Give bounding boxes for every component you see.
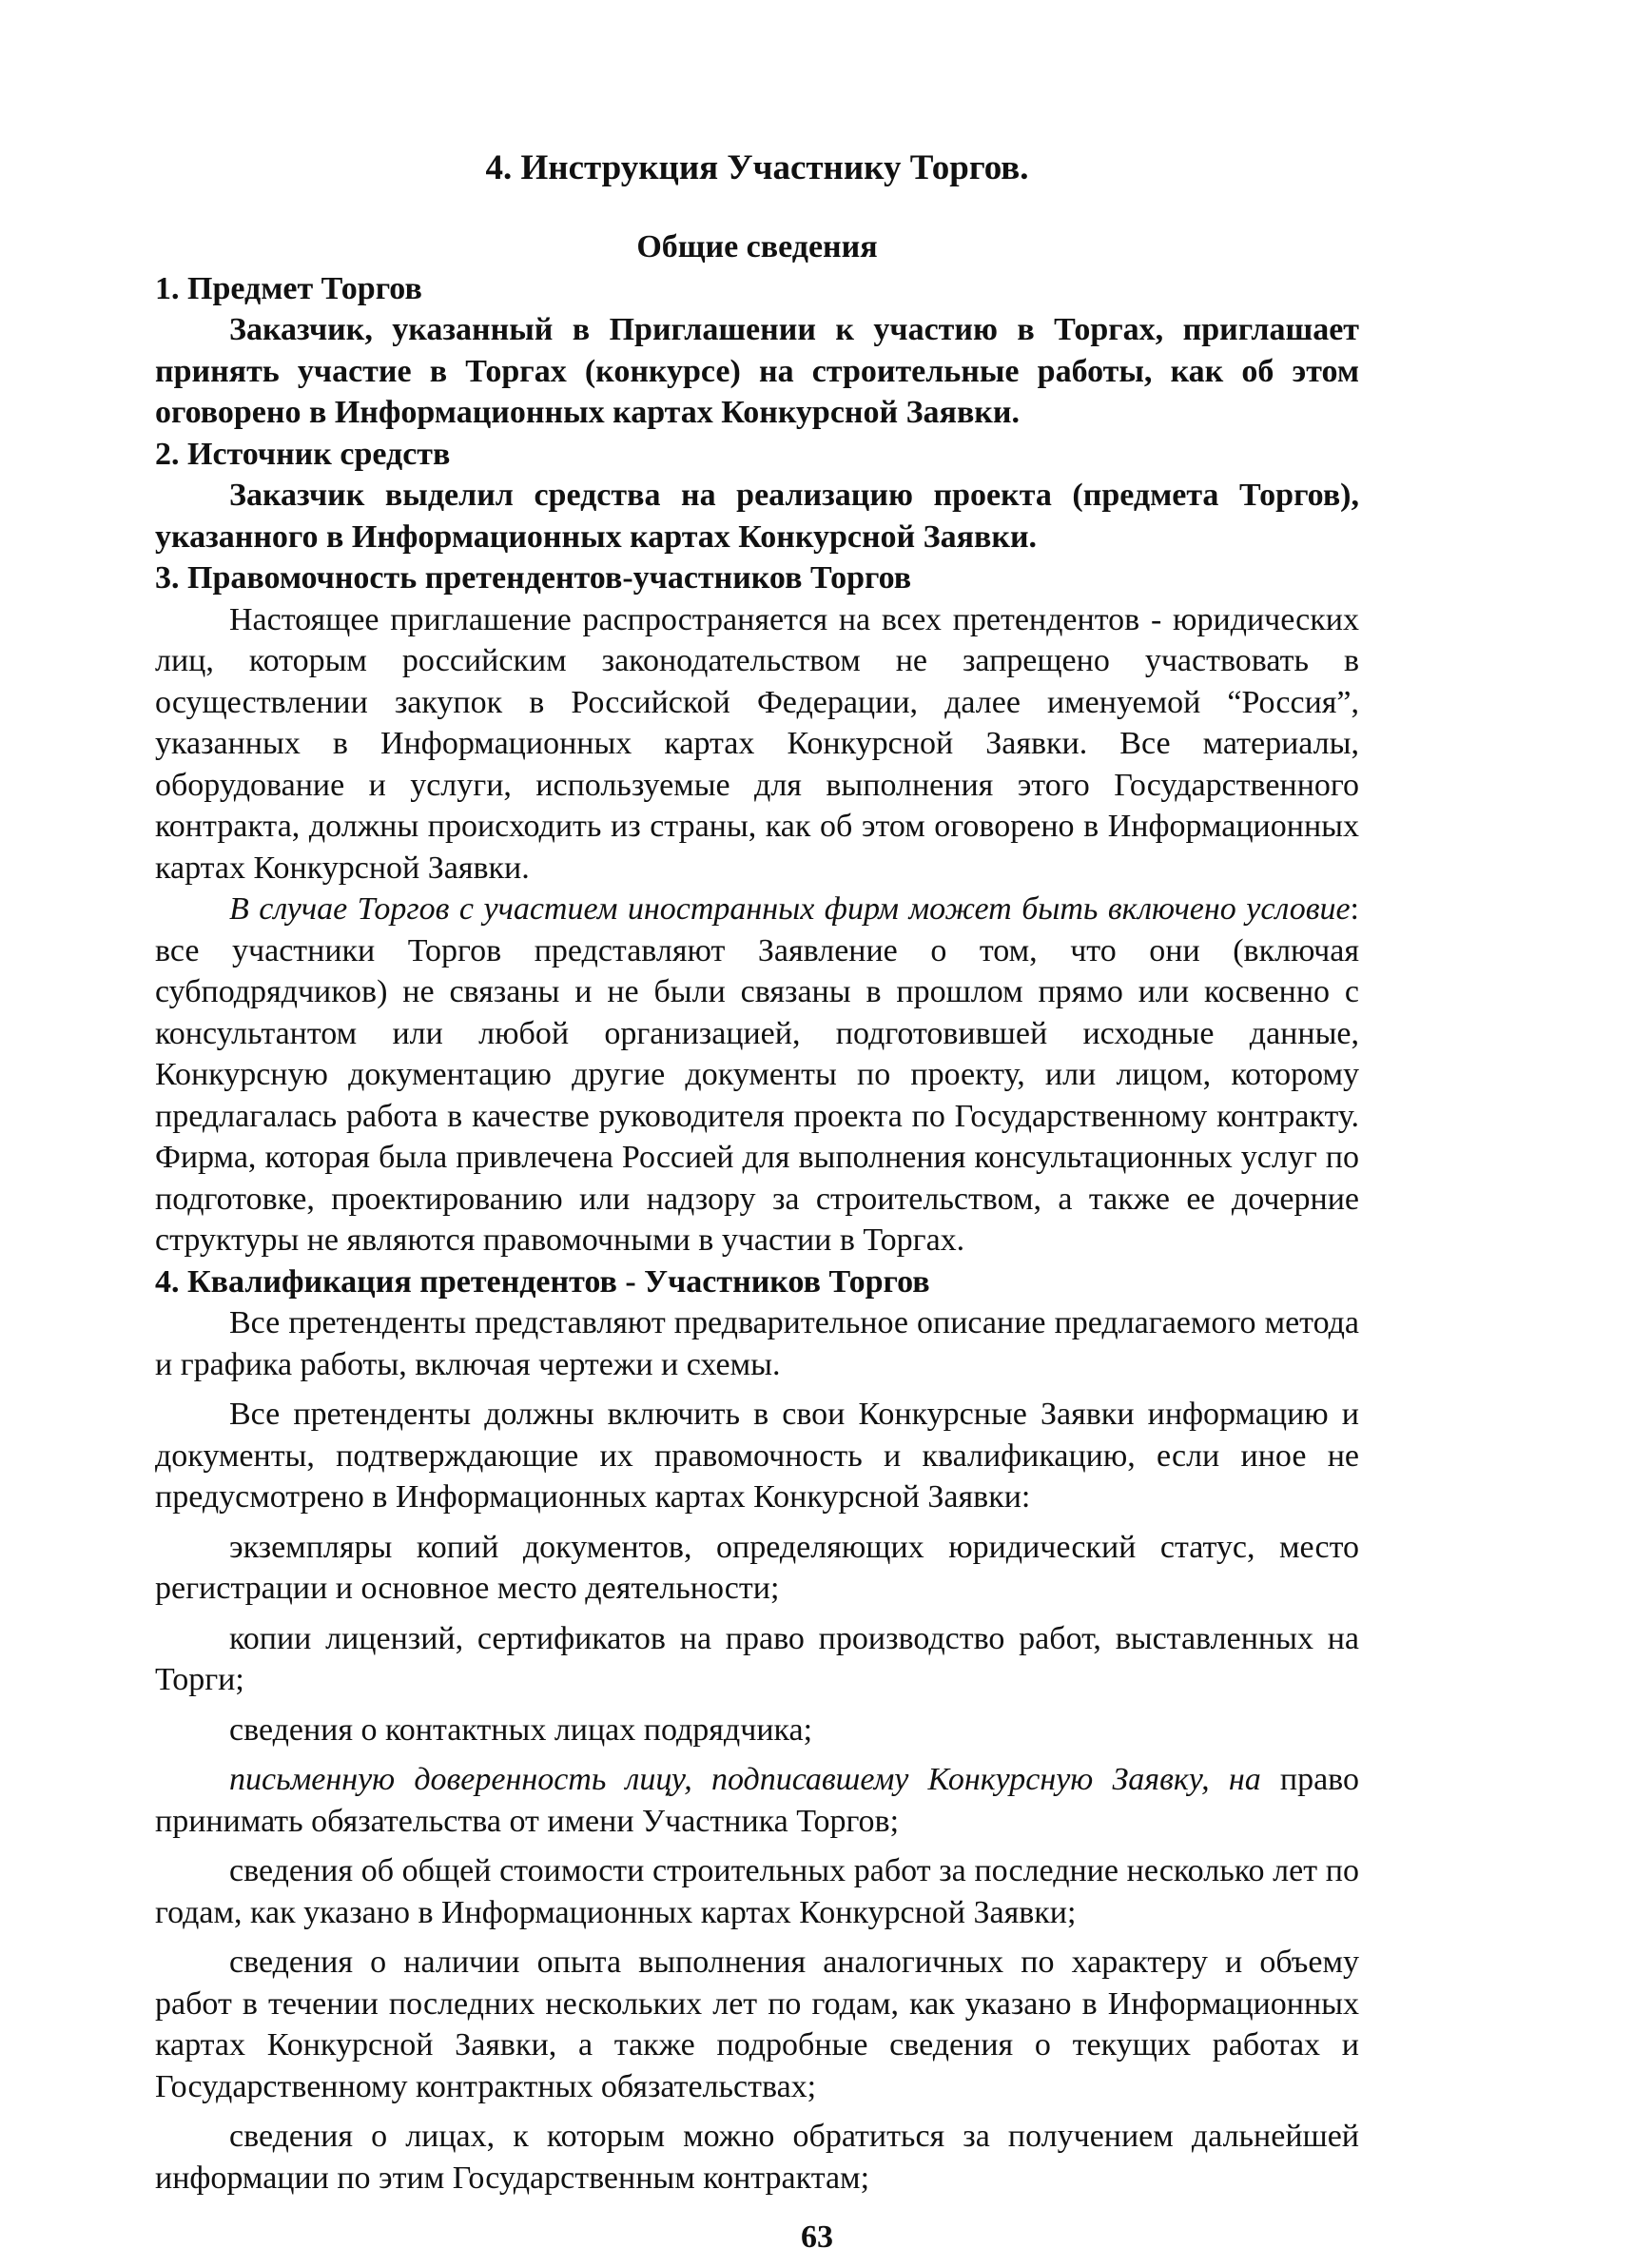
section-funding xyxy=(155,434,1359,558)
section-qualification xyxy=(155,1261,1359,2200)
section-funding-paragraph: Заказчик выделил средства на реализацию проекта (предмета Торгов), указанного в Информационных картах Конкурсной Заявки. xyxy=(155,478,1359,555)
qualification-item-1: экземпляры копий документов, определяющих юридический статус, место регистрации и основное место деятельности; xyxy=(155,1529,1359,1606)
power-of-attorney-rest: право принимать обязательства от имени Участника Торгов; xyxy=(155,1762,1360,1839)
general-info-subtitle: Общие сведения xyxy=(636,229,878,264)
qualification-item-5: сведения об общей стоимости строительных работ за последние несколько лет по годам, как указано в Информационных картах Конкурсной Заявки; xyxy=(155,1853,1359,1930)
section-heading-funding: 2. Источник средств xyxy=(155,436,451,472)
optional-condition-note: В случае Торгов с участием иностранных фирм может быть включено условие xyxy=(229,891,1351,927)
page-number: 63 xyxy=(801,2219,833,2255)
optional-condition-text: : все участники Торгов представляют Заявление о том, что они (включая субподрядчиков) не связаны и не были связаны в прошлом прямо или косвенно с консультантом или любой организацией, подготовившей исходные данные, Конкурсную документацию другие документы по проекту, или лицом, которому предлагалась работа в качестве руководителя проекта по Государственному контракту. Фирма, которая была привлечена Россией для выполнения консультационных услуг по подготовке, проектированию или надзору за строительством, а также ее дочерние структуры не являются правомочными в участии в Торгах. xyxy=(155,891,1359,1258)
section-eligibility xyxy=(155,557,1359,1261)
section-subject xyxy=(155,268,1359,434)
power-of-attorney-text: письменную доверенность лицу, подписавшему Конкурсную Заявку, на xyxy=(229,1762,1261,1797)
section-heading-subject: 1. Предмет Торгов xyxy=(155,270,422,306)
section-heading-eligibility: 3. Правомочность претендентов-участников Торгов xyxy=(155,560,912,596)
qualification-paragraph-1: Все претенденты представляют предварительное описание предлагаемого метода и графика работы, включая чертежи и схемы. xyxy=(155,1305,1359,1382)
qualification-item-2: копии лицензий, сертификатов на право производство работ, выставленных на Торги; xyxy=(155,1620,1359,1697)
qualification-item-6: сведения о наличии опыта выполнения аналогичных по характеру и объему работ в течении последних нескольких лет по годам, как указано в Информационных картах Конкурсной Заявки, а также подробные сведения о текущих работах и Государственному контрактных обязательствах; xyxy=(155,1945,1359,2104)
qualification-item-4 xyxy=(155,1759,1359,1842)
qualification-paragraph-2: Все претенденты должны включить в свои Конкурсные Заявки информацию и документы, подтверждающие их правомочность и квалификацию, если иное не предусмотрено в Информационных картах Конкурсной Заявки: xyxy=(155,1397,1359,1515)
qualification-item-3: сведения о контактных лицах подрядчика; xyxy=(229,1711,813,1748)
section-eligibility-paragraph-2 xyxy=(155,889,1359,1261)
section-heading-qualification: 4. Квалификация претендентов - Участников Торгов xyxy=(155,1263,930,1300)
section-subject-paragraph: Заказчик, указанный в Приглашении к участию в Торгах, приглашает принять участие в Торгах (конкурсе) на строительные работы, как об этом оговорено в Информационных картах Конкурсной Заявки. xyxy=(155,312,1359,430)
document-title: 4. Инструкция Участнику Торгов. xyxy=(485,148,1029,187)
qualification-item-7: сведения о лицах, к которым можно обратиться за получением дальнейшей информации по этим Государственным контрактам; xyxy=(155,2119,1359,2196)
page-content xyxy=(155,147,1359,2199)
section-eligibility-paragraph-1: Настоящее приглашение распространяется на всех претендентов - юридических лиц, которым российским законодательством не запрещено участвовать в осуществлении закупок в Российской Федерации, далее именуемой “Россия”, указанных в Информационных картах Конкурсной Заявки. Все материалы, оборудование и услуги, используемые для выполнения этого Государственного контракта, должны происходить из страны, как об этом оговорено в Информационных картах Конкурсной Заявки. xyxy=(155,601,1359,886)
